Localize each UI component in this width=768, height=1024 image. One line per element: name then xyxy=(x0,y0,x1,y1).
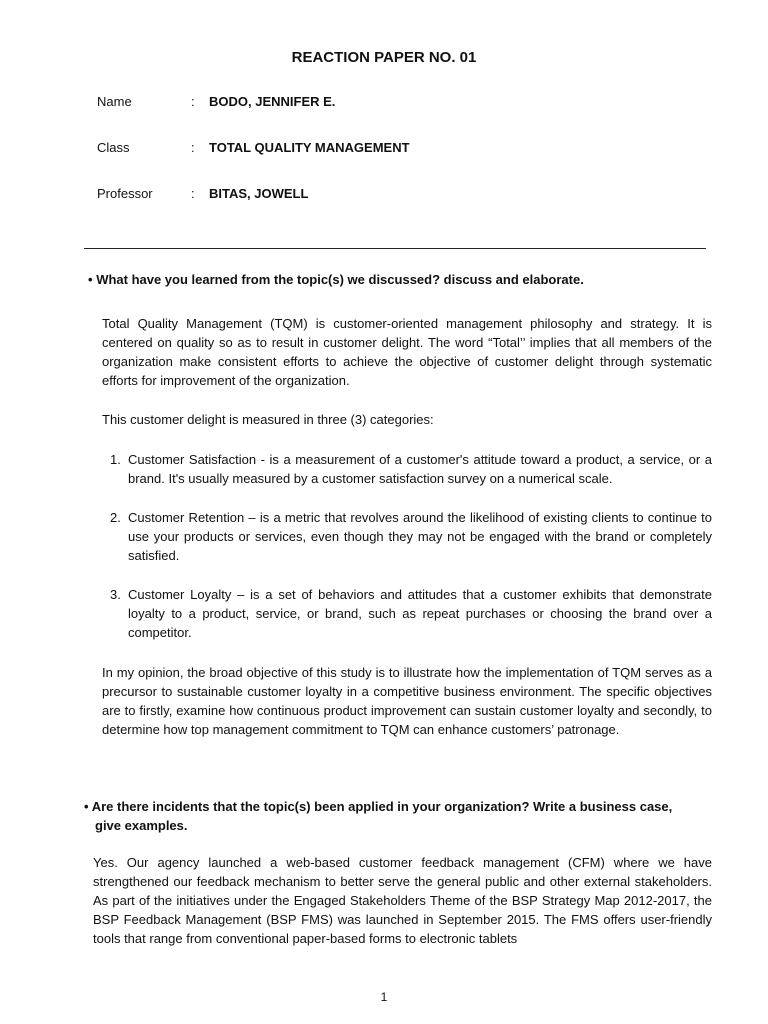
bullet-icon: • xyxy=(84,799,89,814)
page-number: 1 xyxy=(380,990,388,1004)
list-item-text: Customer Loyalty – is a set of behaviors and attitudes that a customer exhibits that demonstrate loyalty to a product, service, or brand, such as repeat purchases or choosing the brand over a competitor. xyxy=(128,587,712,640)
paragraph-opinion: In my opinion, the broad objective of this study is to illustrate how the implementation of TQM serves as a precursor to sustainable customer loyalty in a competitive business environment. The specific objectives are to firstly, examine how continuous product improvement can sustain customer loyalty and secondly, to determine how top management commitment to TQM can enhance customers’ patronage. xyxy=(102,665,712,737)
list-number: 2. xyxy=(110,510,121,525)
list-item xyxy=(110,508,712,565)
list-item xyxy=(110,585,712,642)
list-item-text: Customer Satisfaction - is a measurement of a customer's attitude toward a product, a service, or a brand. It's usually measured by a customer satisfaction survey on a numerical scale. xyxy=(128,452,712,486)
list-item xyxy=(110,450,712,488)
list-item-text: Customer Retention – is a metric that revolves around the likelihood of existing clients to continue to use your products or services, even though they may not be engaged with the brand or completely satisfied. xyxy=(128,510,712,563)
info-label: Class xyxy=(97,140,130,155)
question-1 xyxy=(88,270,584,289)
info-value: BODO, JENNIFER E. xyxy=(209,94,336,109)
page-title: REACTION PAPER NO. 01 xyxy=(291,49,477,66)
list-number: 1. xyxy=(110,452,121,467)
info-value: TOTAL QUALITY MANAGEMENT xyxy=(209,140,410,155)
question-2-line2: give examples. xyxy=(95,818,188,833)
info-label: Professor xyxy=(97,186,153,201)
info-colon: : xyxy=(191,140,195,155)
info-label: Name xyxy=(97,94,132,109)
question-2 xyxy=(84,797,672,835)
horizontal-divider xyxy=(84,248,706,249)
info-colon: : xyxy=(191,94,195,109)
question-1-text: What have you learned from the topic(s) we discussed? discuss and elaborate. xyxy=(96,272,584,287)
paragraph-tqm-definition: Total Quality Management (TQM) is customer-oriented management philosophy and strategy. It is centered on quality so as to result in customer delight. The word “Total’’ implies that all members of the organization make consistent efforts to achieve the objective of customer delight through systematic efforts for improvement of the organization. xyxy=(102,316,712,388)
paragraph-business-case: Yes. Our agency launched a web-based customer feedback management (CFM) where we have strengthened our feedback mechanism to better serve the general public and other external stakeholders. As part of the initiatives under the Engaged Stakeholders Theme of the BSP Strategy Map 2012-2017, the BSP Feedback Management (BSP FMS) was launched in September 2015. The FMS offers user-friendly tools that range from conventional paper-based forms to electronic tablets xyxy=(93,855,712,946)
info-value: BITAS, JOWELL xyxy=(209,186,309,201)
question-2-line1: Are there incidents that the topic(s) been applied in your organization? Write a business case, xyxy=(91,799,673,814)
bullet-icon: • xyxy=(88,272,93,287)
info-colon: : xyxy=(191,186,195,201)
paragraph-categories-intro: This customer delight is measured in three (3) categories: xyxy=(102,412,434,427)
list-number: 3. xyxy=(110,587,121,602)
